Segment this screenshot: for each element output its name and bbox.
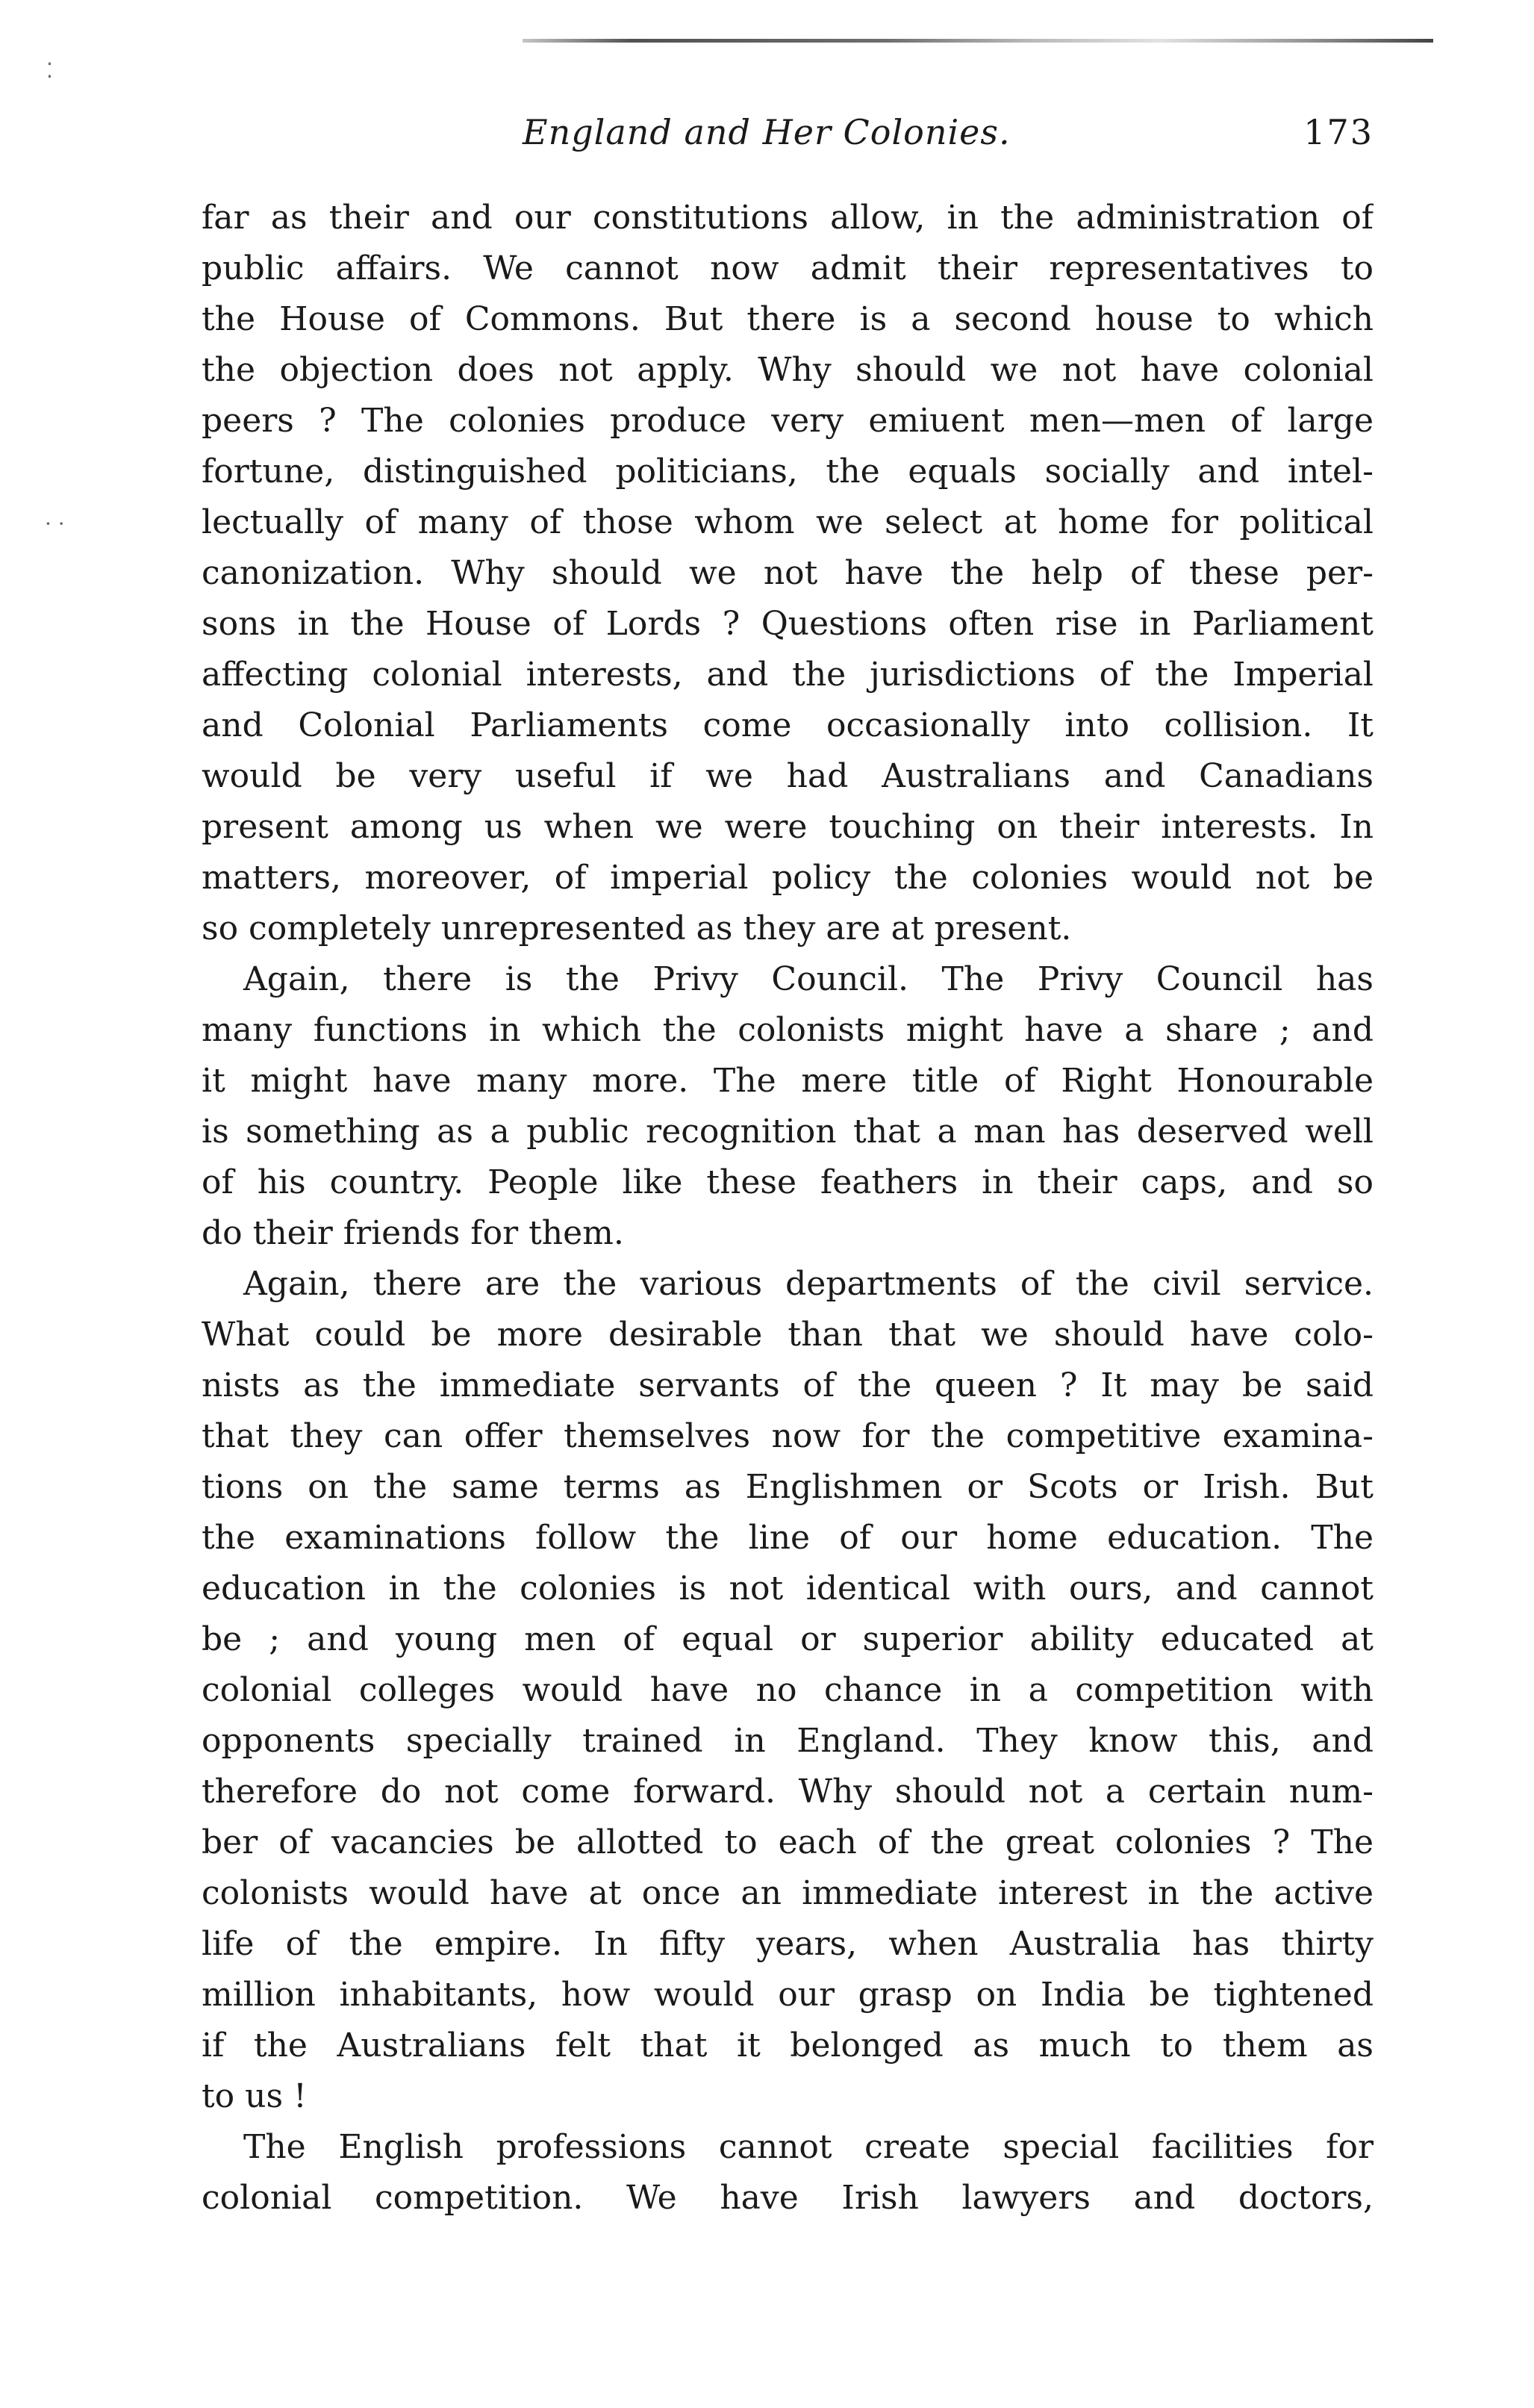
text-line: it might have many more. The mere title of Right Honourable xyxy=(202,1062,1374,1100)
text-line: affecting colonial interests, and the jurisdictions of the Imperial xyxy=(202,656,1374,694)
page-number: 173 xyxy=(1303,112,1374,152)
text-line: do their friends for them. xyxy=(202,1214,624,1252)
text-line: present among us when we were touching on their interests. In xyxy=(202,808,1374,846)
text-line: would be very useful if we had Australians and Canadians xyxy=(202,757,1374,795)
text-line: to us ! xyxy=(202,2077,307,2115)
text-line: The English professions cannot create special facilities for xyxy=(243,2128,1374,2166)
text-line: therefore do not come forward. Why should not a certain num- xyxy=(202,1773,1374,1811)
text-line: the examinations follow the line of our home education. The xyxy=(202,1519,1374,1557)
page-header xyxy=(202,112,1374,164)
text-line: colonists would have at once an immediate interest in the active xyxy=(202,1874,1374,1912)
paragraph xyxy=(202,954,1374,1259)
text-line: far as their and our constitutions allow, in the administration of xyxy=(202,199,1374,237)
text-line: the House of Commons. But there is a second house to which xyxy=(202,300,1374,338)
text-line: Again, there are the various departments of the civil service. xyxy=(243,1265,1374,1303)
text-line: nists as the immediate servants of the queen ? It may be said xyxy=(202,1366,1374,1404)
text-line: education in the colonies is not identical with ours, and cannot xyxy=(202,1569,1374,1608)
text-line: ber of vacancies be allotted to each of the great colonies ? The xyxy=(202,1823,1374,1861)
paragraph xyxy=(202,1259,1374,2122)
text-line: sons in the House of Lords ? Questions often rise in Parliament xyxy=(202,605,1374,643)
margin-speck: ⁚ xyxy=(46,58,53,83)
text-line: public affairs. We cannot now admit their representatives to xyxy=(202,249,1374,287)
top-rule xyxy=(523,39,1433,43)
text-line: peers ? The colonies produce very emiuent men—men of large xyxy=(202,402,1374,440)
text-line: the objection does not apply. Why should we not have colonial xyxy=(202,351,1374,389)
text-line: million inhabitants, how would our grasp on India be tightened xyxy=(202,1976,1374,2014)
text-line: that they can offer themselves now for the competitive examina- xyxy=(202,1417,1374,1455)
text-line: tions on the same terms as Englishmen or Scots or Irish. But xyxy=(202,1468,1374,1506)
paragraph xyxy=(202,2122,1374,2224)
text-line: and Colonial Parliaments come occasionally into collision. It xyxy=(202,706,1374,744)
body-text xyxy=(202,193,1374,2224)
text-line: if the Australians felt that it belonged as much to them as xyxy=(202,2026,1374,2065)
paragraph xyxy=(202,193,1374,954)
margin-speck: · · xyxy=(45,511,65,536)
text-line: colonial competition. We have Irish lawyers and doctors, xyxy=(202,2179,1374,2217)
text-line: colonial colleges would have no chance in a competition with xyxy=(202,1671,1374,1709)
text-line: so completely unrepresented as they are at present. xyxy=(202,909,1072,948)
text-line: opponents specially trained in England. They know this, and xyxy=(202,1722,1374,1760)
text-line: of his country. People like these feathers in their caps, and so xyxy=(202,1163,1374,1201)
text-line: is something as a public recognition that a man has deserved well xyxy=(202,1113,1374,1151)
running-title: England and Her Colonies. xyxy=(523,112,1011,152)
text-line: life of the empire. In fifty years, when Australia has thirty xyxy=(202,1925,1374,1963)
text-line: be ; and young men of equal or superior ability educated at xyxy=(202,1620,1374,1658)
text-line: Again, there is the Privy Council. The Privy Council has xyxy=(243,960,1374,998)
text-line: What could be more desirable than that we should have colo- xyxy=(202,1316,1374,1354)
text-line: fortune, distinguished politicians, the equals socially and intel- xyxy=(202,452,1374,491)
text-line: lectually of many of those whom we select at home for political xyxy=(202,503,1374,541)
text-line: many functions in which the colonists might have a share ; and xyxy=(202,1011,1374,1049)
text-line: canonization. Why should we not have the help of these per- xyxy=(202,554,1374,592)
text-line: matters, moreover, of imperial policy the colonies would not be xyxy=(202,859,1374,897)
